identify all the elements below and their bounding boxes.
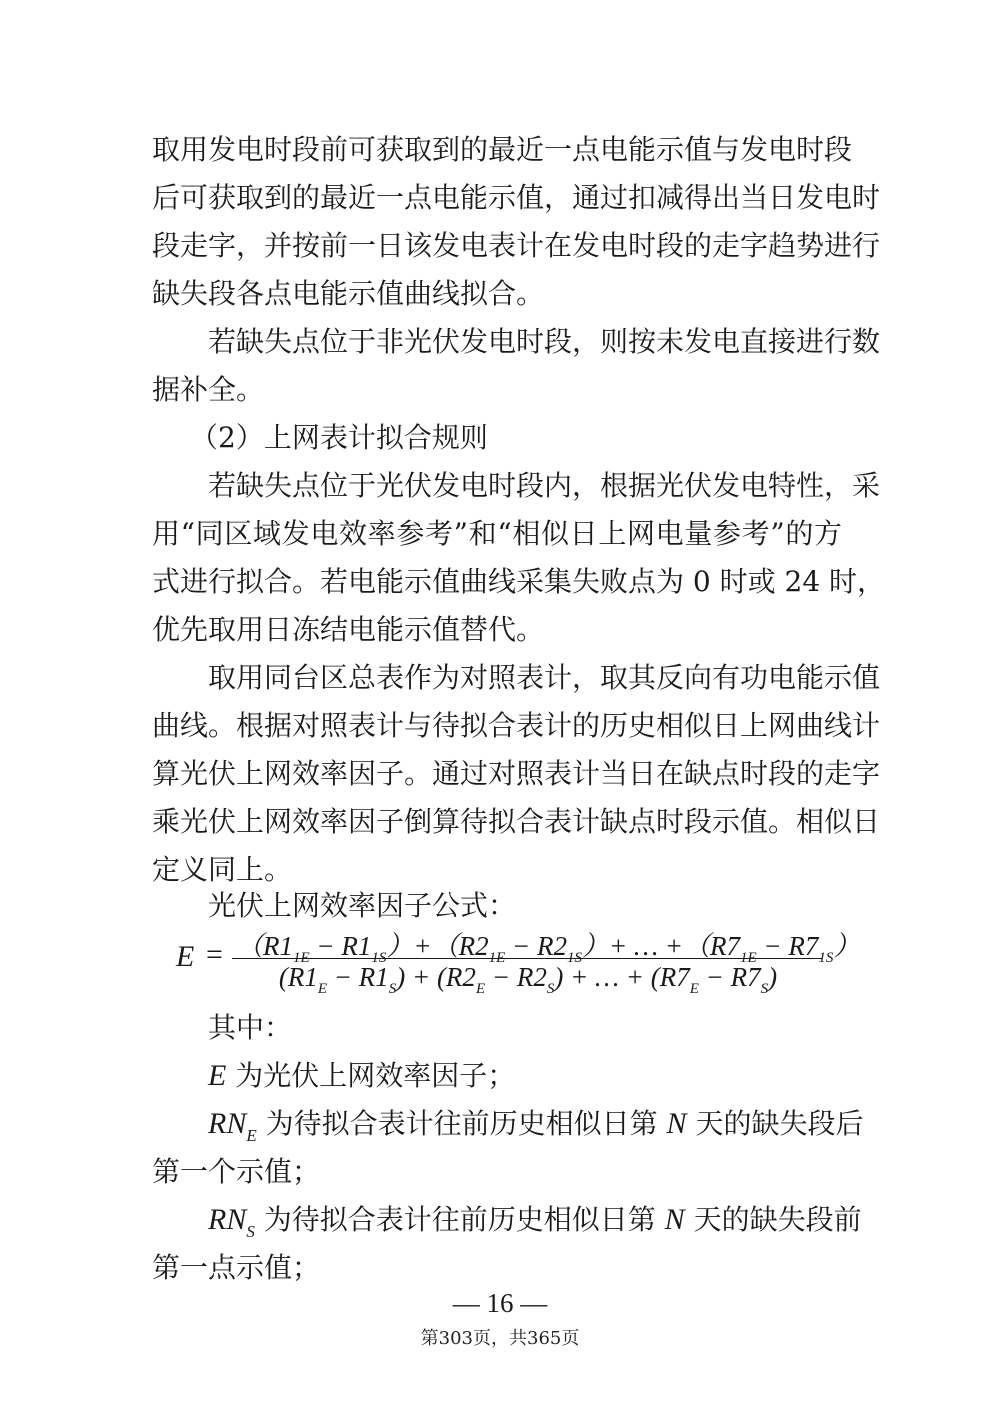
definition-rne: $RN_E$ 为待拟合表计往前历史相似日第 N 天的缺失段后: [208, 1107, 864, 1145]
body-line: 取用发电时段前可获取到的最近一点电能示值与发电时段: [152, 133, 853, 166]
formula-lhs: E: [176, 940, 195, 973]
body-line: 第一点示值；: [152, 1251, 321, 1284]
body-line: 定义同上。: [152, 853, 293, 886]
definition-e: E 为光伏上网效率因子；: [208, 1059, 516, 1092]
efficiency-formula: [172, 922, 861, 1002]
body-line: 用“同区域发电效率参考”和“相似日上网电量参考”的方: [152, 517, 842, 550]
where-label: 其中：: [208, 1011, 293, 1044]
definition-rns: $RN_S$ 为待拟合表计往前历史相似日第 N 天的缺失段前: [208, 1203, 862, 1241]
body-line: 若缺失点位于非光伏发电时段，则按未发电直接进行数: [208, 325, 881, 358]
body-line: 若缺失点位于光伏发电时段内，根据光伏发电特性，采: [208, 469, 881, 502]
section-heading: （2）上网表计拟合规则: [190, 421, 488, 454]
formula-denominator: $(R1_E - R1_S) + (R2_E - R2_S)$ + … + $(R7_E - R7_S)$: [278, 962, 778, 997]
fraction-bar: [232, 958, 822, 959]
body-line: 后可获取到的最近一点电能示值，通过扣减得出当日发电时: [152, 181, 881, 214]
formula-equals: =: [206, 938, 223, 971]
body-line: 乘光伏上网效率因子倒算待拟合表计缺点时段示值。相似日: [152, 805, 881, 838]
page-number: — 16 —: [452, 1288, 548, 1318]
body-line: 第一个示值；: [152, 1155, 321, 1188]
body-line: 取用同台区总表作为对照表计，取其反向有功电能示值: [208, 661, 881, 694]
body-line: 缺失段各点电能示值曲线拟合。: [152, 277, 545, 310]
body-line: 算光伏上网效率因子。通过对照表计当日在缺点时段的走字: [152, 757, 881, 790]
body-line: 曲线。根据对照表计与待拟合表计的历史相似日上网曲线计: [152, 709, 881, 742]
formula-numerator: $(R1_{1E} - R1_{1S})+(R2_{1E} - R2_{1S})+$ … $+(R7_{1E} - R7_{1S})$: [236, 931, 861, 966]
page-footer: 第303页，共365页: [420, 1328, 580, 1349]
formula-intro: 光伏上网效率因子公式：: [208, 889, 517, 922]
body-line: 式进行拟合。若电能示值曲线采集失败点为 0 时或 24 时，: [152, 565, 886, 598]
body-line: 段走字，并按前一日该发电表计在发电时段的走字趋势进行: [152, 229, 881, 262]
body-line: 据补全。: [152, 373, 265, 406]
body-line: 优先取用日冻结电能示值替代。: [152, 613, 545, 646]
